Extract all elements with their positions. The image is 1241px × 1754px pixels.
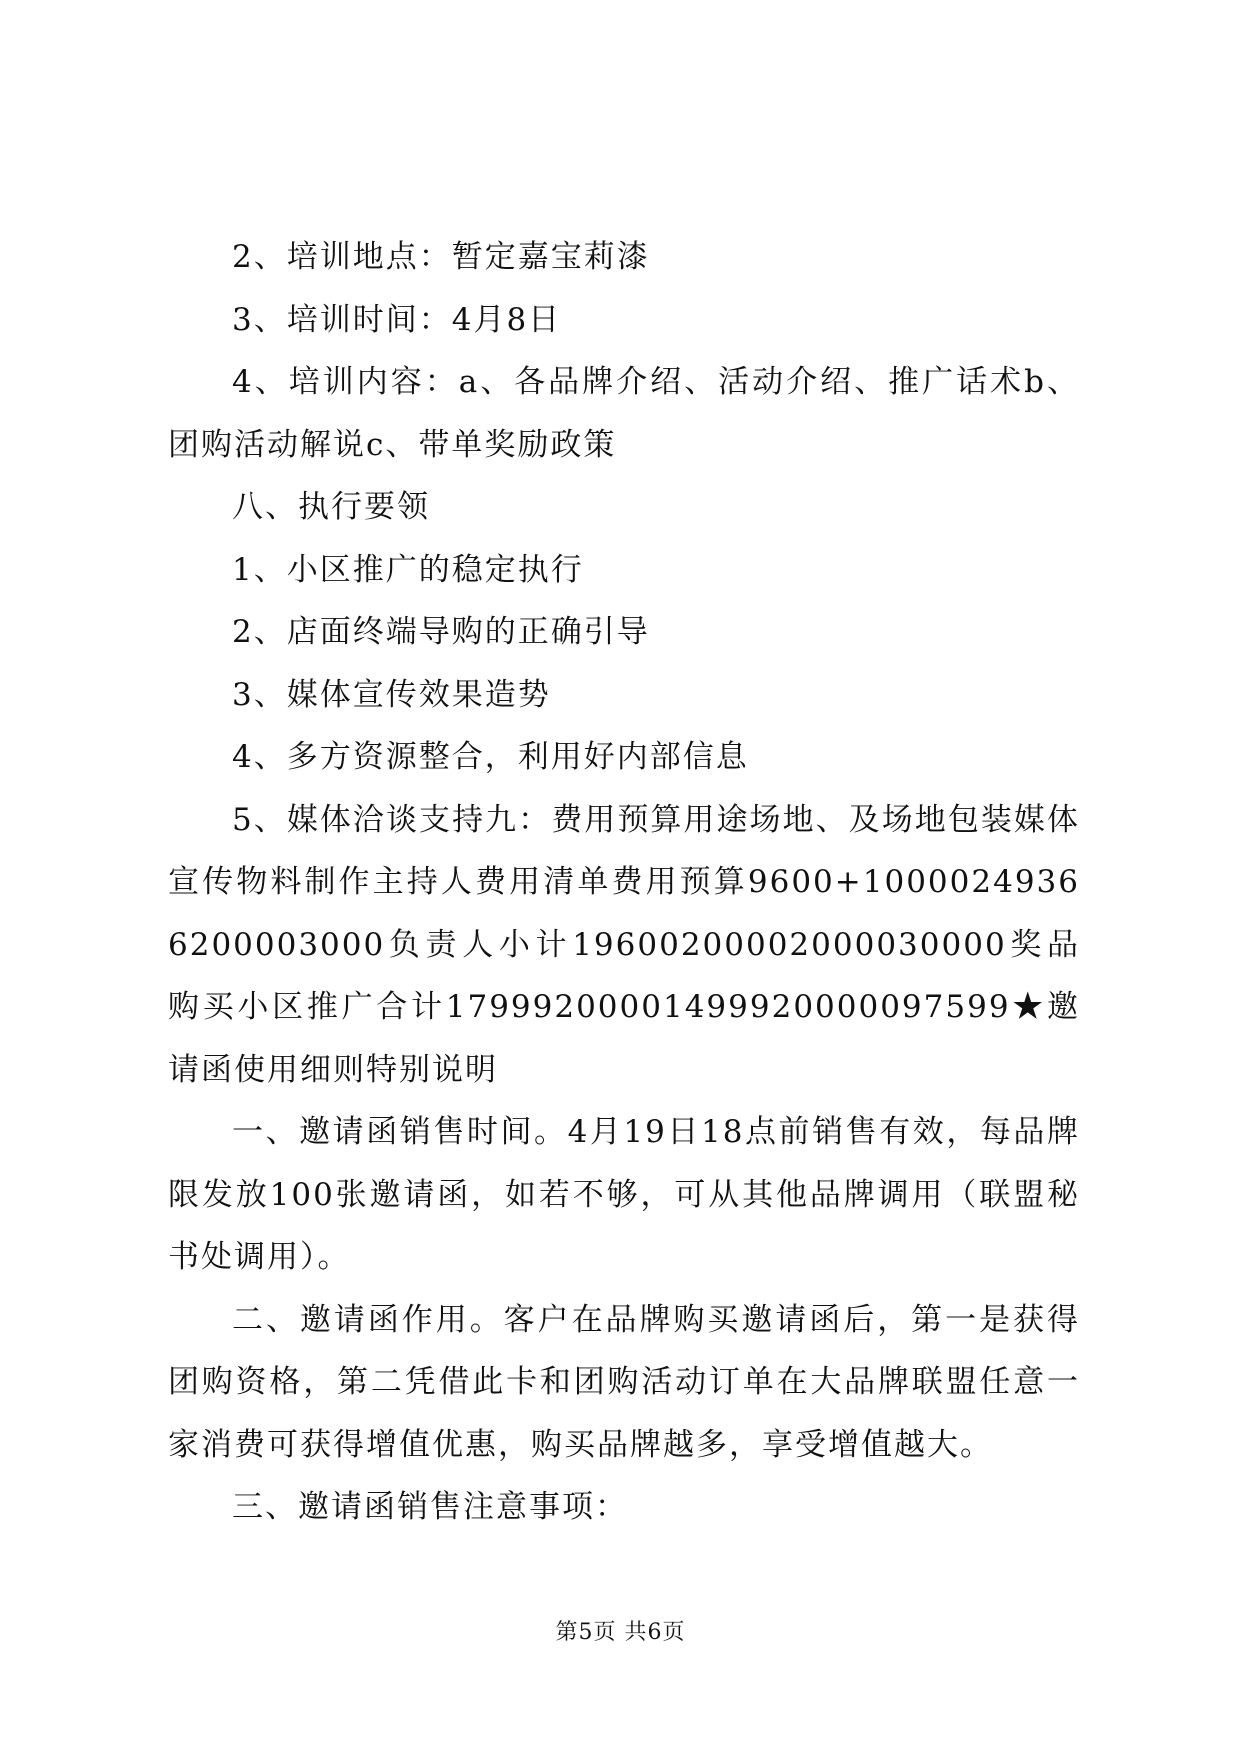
paragraph-invitation-purpose: 二、邀请函作用。客户在品牌购买邀请函后，第一是获得团购资格，第二凭借此卡和团购活动订单在大品牌联盟任意一家消费可获得增值优惠，购买品牌越多，享受增值越大。 [168, 1301, 1080, 1463]
paragraph-execution-4: 4、多方资源整合，利用好内部信息 [232, 739, 749, 775]
paragraph-execution-2: 2、店面终端导购的正确引导 [232, 614, 650, 650]
paragraph-training-location: 2、培训地点：暂定嘉宝莉漆 [232, 239, 650, 275]
paragraph-training-time: 3、培训时间：4月8日 [232, 301, 562, 338]
paragraph-execution-3: 3、媒体宣传效果造势 [232, 676, 551, 713]
paragraph-invitation-sales-time: 一、邀请函销售时间。4月19日18点前销售有效，每品牌限发放100张邀请函，如若不够，可从其他品牌调用（联盟秘书处调用）。 [168, 1114, 1080, 1275]
paragraph-invitation-notes: 三、邀请函销售注意事项： [232, 1489, 628, 1525]
paragraph-training-content: 4、培训内容：a、各品牌介绍、活动介绍、推广话术b、团购活动解说c、带单奖励政策 [168, 364, 1080, 463]
document-body [168, 226, 1080, 1539]
paragraph-execution-5-budget: 5、媒体洽谈支持九：费用预算用途场地、及场地包装媒体宣传物料制作主持人费用清单费用预算9600+10000249366200003000负责人小计19600200002000030000奖品购买小区推广合计17999200001499920000097599★邀请函使用细则特别说明 [168, 801, 1080, 1088]
paragraph-execution-1: 1、小区推广的稳定执行 [232, 551, 584, 588]
section-heading-execution: 八、执行要领 [232, 489, 430, 525]
page-footer: 第5页 共6页 [555, 1620, 686, 1645]
